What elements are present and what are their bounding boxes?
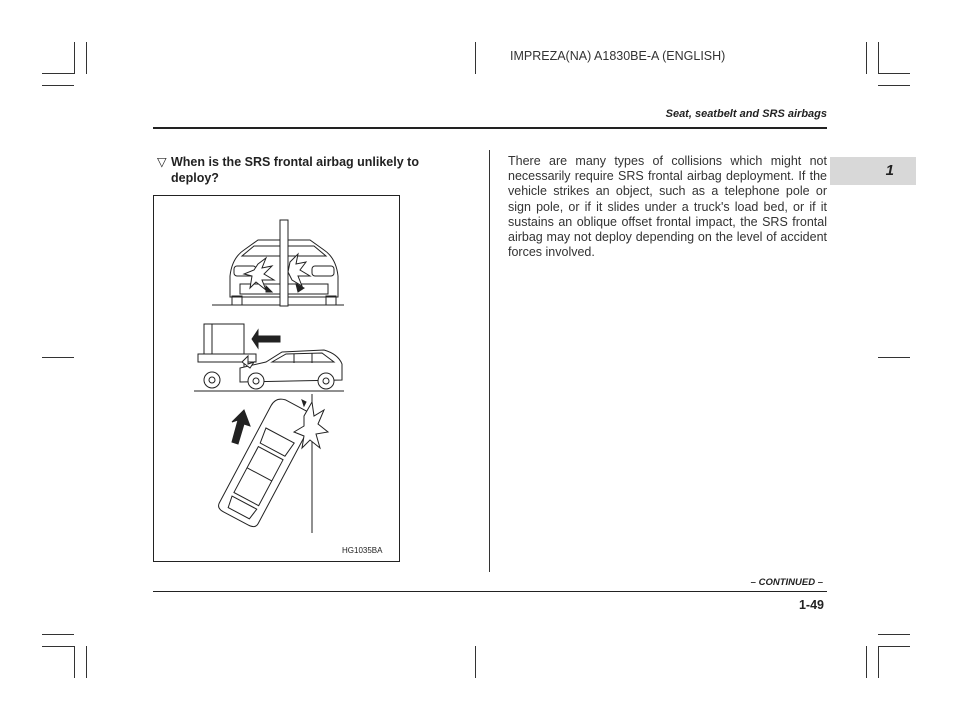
truck-underride-scene	[194, 324, 344, 391]
footer-rule	[153, 591, 827, 592]
triangle-marker-icon: ▽	[157, 155, 167, 169]
question-text: When is the SRS frontal airbag unlikely to deploy?	[171, 155, 419, 185]
body-paragraph: There are many types of collisions which might not necessarily require SRS frontal airbag deployment. If the vehicle strikes an object, such as a telephone pole or sign pole, or if it slides under a truck's load bed, or if it sustains an oblique offset frontal impact, the SRS frontal airbag may not deploy depending on the level of accident forces involved.	[508, 154, 827, 260]
pole-impact-scene	[212, 220, 344, 306]
page-number: 1-49	[798, 598, 824, 612]
column-divider	[489, 150, 490, 572]
collision-illustrations	[154, 196, 401, 563]
continued-label: – CONTINUED –	[750, 577, 823, 588]
figure-code: HG1035BA	[342, 546, 383, 555]
chapter-tab	[830, 157, 916, 185]
question-heading	[157, 154, 457, 186]
document-id: IMPREZA(NA) A1830BE-A (ENGLISH)	[510, 49, 726, 63]
illustration-figure	[153, 195, 400, 562]
section-title: Seat, seatbelt and SRS airbags	[665, 108, 827, 120]
oblique-impact-scene	[217, 394, 328, 533]
chapter-number: 1	[885, 162, 894, 179]
header-rule	[153, 127, 827, 129]
